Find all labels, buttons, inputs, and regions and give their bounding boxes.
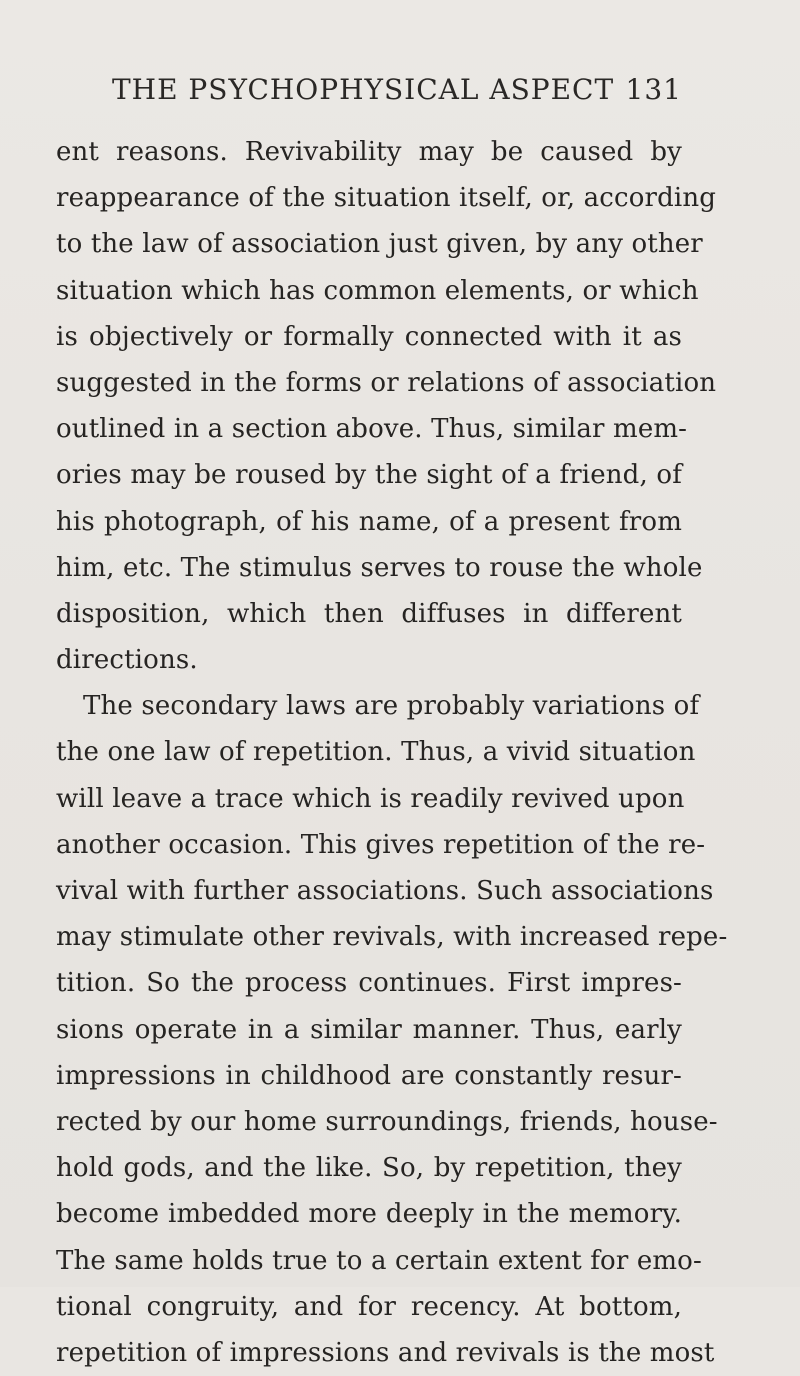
running-head xyxy=(112,70,682,110)
text-line: tition. So the process continues. First impres- xyxy=(56,968,682,999)
text-line: The same holds true to a certain extent for emo- xyxy=(56,1245,702,1276)
text-line: disposition, which then diffuses in different xyxy=(56,598,682,629)
text-line: him, etc. The stimulus serves to rouse the whole xyxy=(56,552,703,583)
text-line: his photograph, of his name, of a present from xyxy=(56,506,682,537)
text-line: impressions in childhood are constantly resur- xyxy=(56,1060,682,1091)
text-line: outlined in a section above. Thus, similar mem- xyxy=(56,414,688,445)
body-text xyxy=(56,129,728,1376)
text-line: the one law of repetition. Thus, a vivid situation xyxy=(56,737,696,768)
text-line: rected by our home surroundings, friends, house- xyxy=(56,1106,718,1137)
text-line: reappearance of the situation itself, or, according xyxy=(56,183,717,214)
text-line: ent reasons. Revivability may be caused by xyxy=(56,137,682,167)
text-line: may stimulate other revivals, with increased repe- xyxy=(56,922,728,953)
page-number: 131 xyxy=(625,73,682,106)
text-line: will leave a trace which is readily revived upon xyxy=(56,783,685,814)
paragraph-2 xyxy=(56,683,728,1376)
text-line: hold gods, and the like. So, by repetition, they xyxy=(56,1153,682,1184)
text-line: ories may be roused by the sight of a friend, of xyxy=(56,460,682,491)
text-line: repetition of impressions and revivals is the most xyxy=(56,1337,715,1368)
text-line: to the law of association just given, by any other xyxy=(56,229,703,260)
text-line: become imbedded more deeply in the memory. xyxy=(56,1199,682,1230)
text-line: another occasion. This gives repetition of the re- xyxy=(56,829,706,860)
text-line: situation which has common elements, or which xyxy=(56,275,699,306)
text-line: The secondary laws are probably variations of xyxy=(83,691,700,722)
text-line: directions. xyxy=(56,645,198,676)
text-line: tional congruity, and for recency. At bottom, xyxy=(56,1291,682,1322)
paragraph-1 xyxy=(56,129,717,683)
text-line: sions operate in a similar manner. Thus, early xyxy=(56,1014,682,1045)
text-line: vival with further associations. Such associations xyxy=(56,876,714,906)
text-line: suggested in the forms or relations of association xyxy=(56,367,717,398)
running-head-title: THE PSYCHOPHYSICAL ASPECT xyxy=(112,73,615,106)
text-line: is objectively or formally connected with it as xyxy=(56,321,682,352)
